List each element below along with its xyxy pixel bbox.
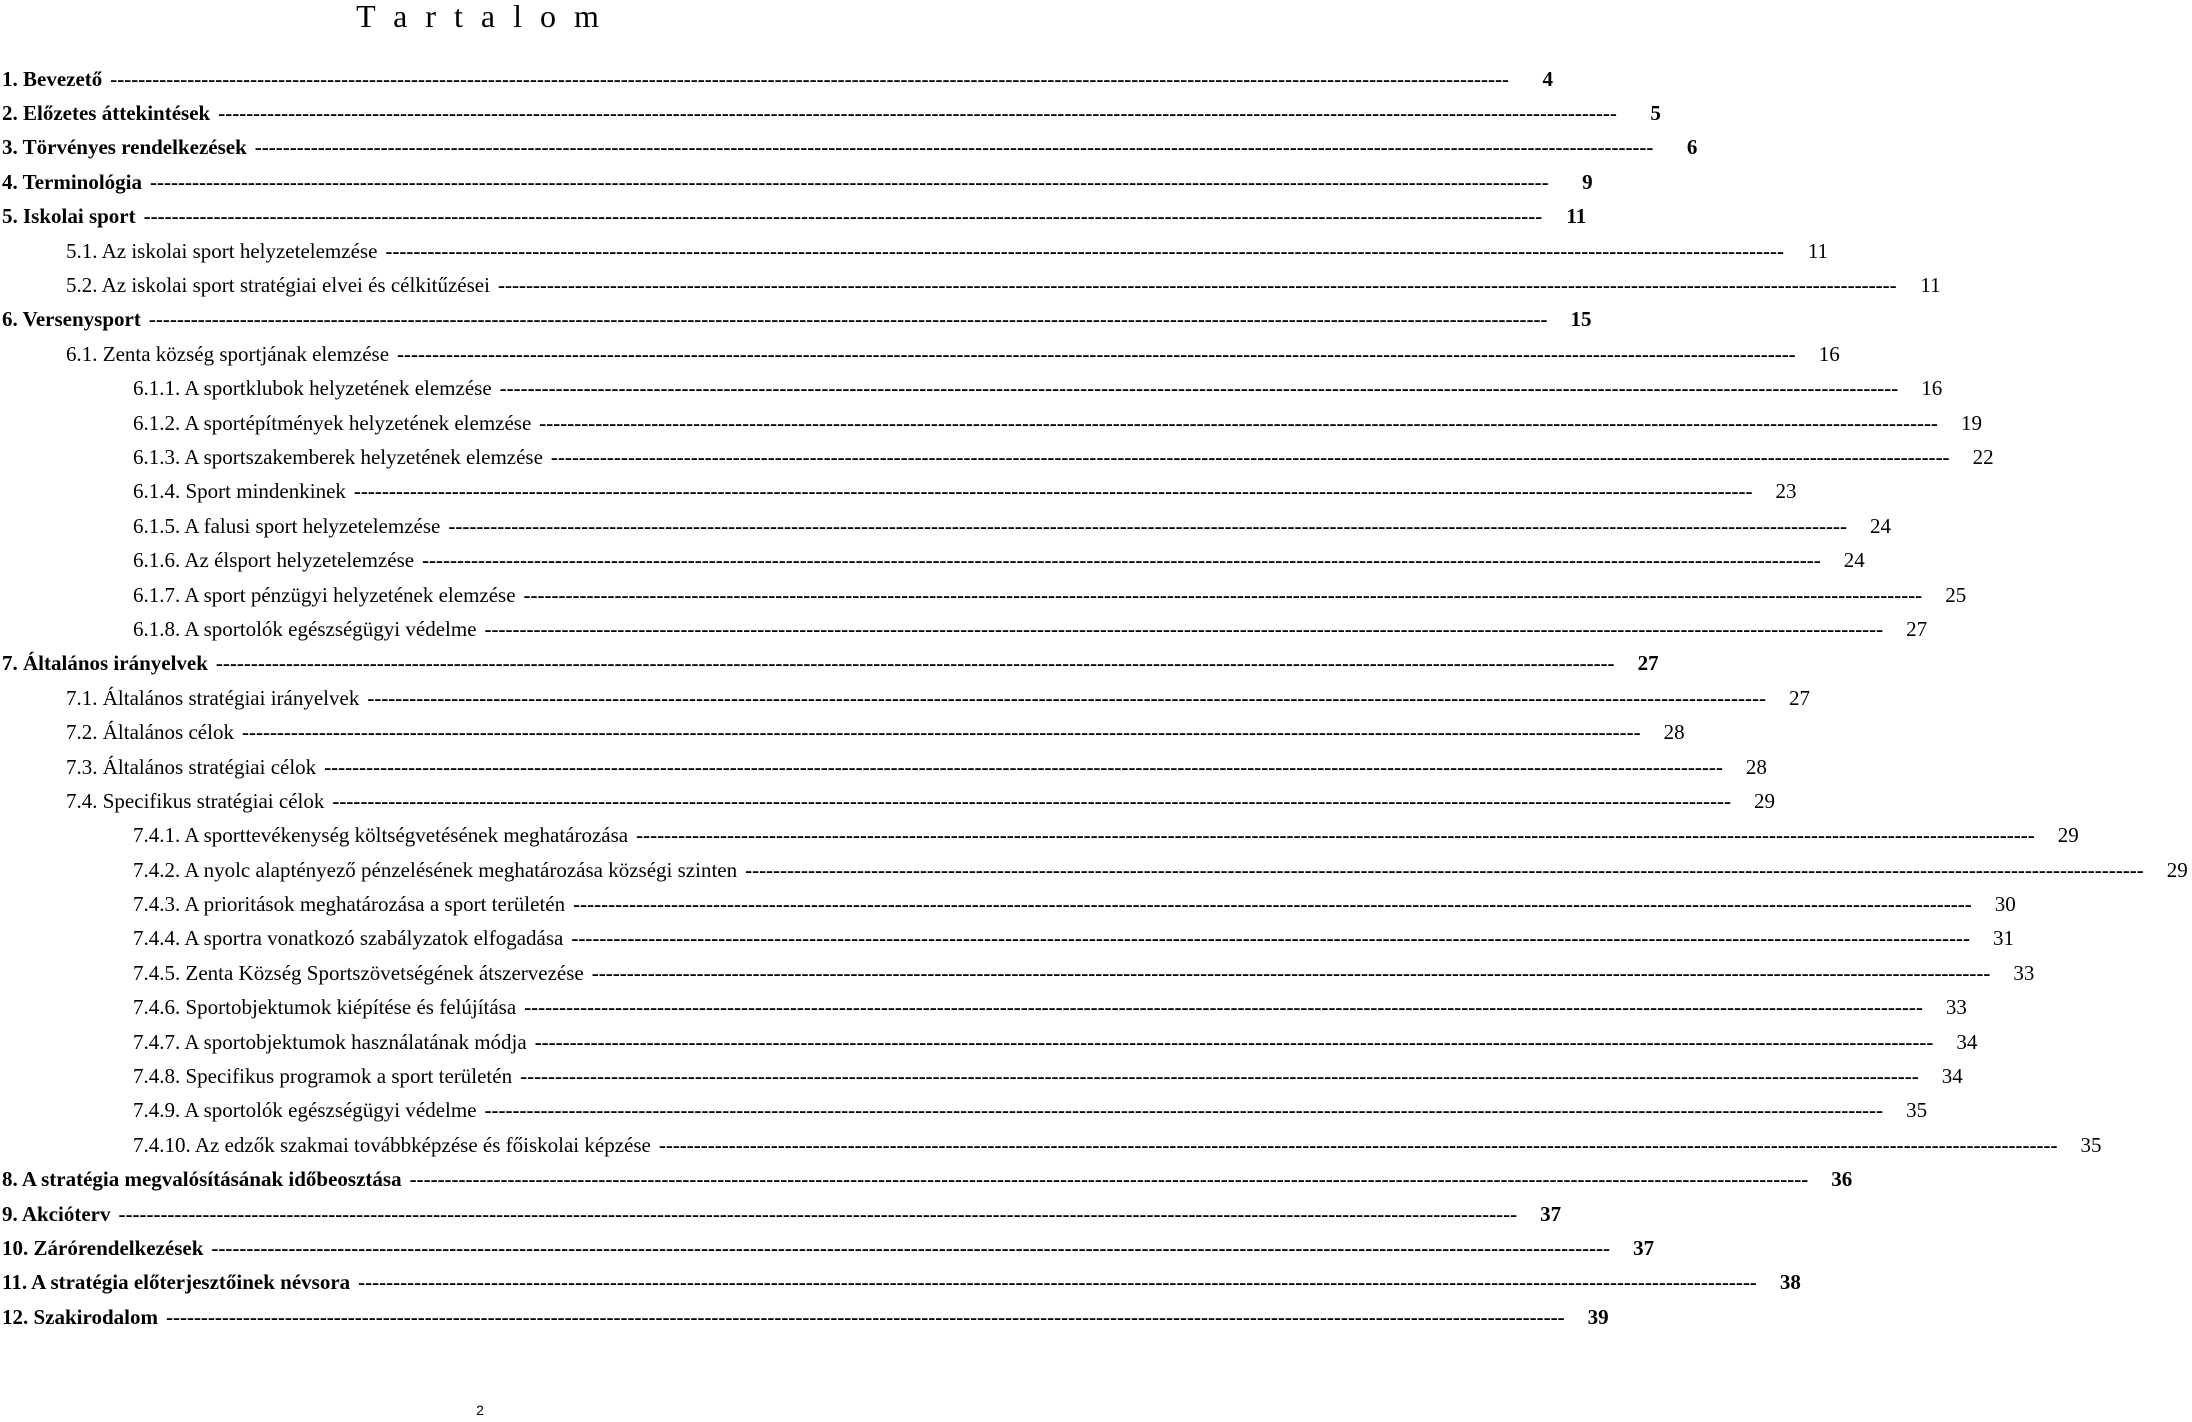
- toc-leader: --------------------------------------------------------------------------------------------------------------------------------------------------------------------------------------------------------: [636, 823, 2035, 848]
- toc-entry-label: 7.2. Általános célok: [66, 720, 234, 745]
- toc-leader: --------------------------------------------------------------------------------------------------------------------------------------------------------------------------------------------------------: [422, 548, 1821, 573]
- toc-entry-label: 7.4.3. A prioritások meghatározása a sport területén: [133, 892, 566, 917]
- toc-leader: --------------------------------------------------------------------------------------------------------------------------------------------------------------------------------------------------------: [658, 1132, 2058, 1157]
- toc-entry[interactable]: [0, 1266, 1801, 1300]
- toc-entry-label: 7.3. Általános stratégiai célok: [66, 754, 317, 779]
- toc-entry-page: 27: [1637, 651, 1659, 676]
- toc-entry-page: 24: [1843, 548, 1865, 573]
- toc-entry-label: 6.1.6. Az élsport helyzetelemzése: [133, 548, 415, 573]
- toc-entry-page: 33: [2013, 960, 2035, 985]
- toc-entry[interactable]: [0, 991, 1967, 1025]
- toc-entry-page: 4: [1542, 66, 1553, 91]
- toc-entry-page: 11: [1566, 204, 1587, 229]
- toc-leader: --------------------------------------------------------------------------------------------------------------------------------------------------------------------------------------------------------: [591, 960, 1991, 985]
- toc-entry[interactable]: [0, 1059, 1963, 1093]
- toc-leader: --------------------------------------------------------------------------------------------------------------------------------------------------------------------------------------------------------: [367, 685, 1766, 710]
- toc-entry-label: 6.1.4. Sport mindenkinek: [133, 479, 346, 504]
- toc-entry[interactable]: [0, 96, 1661, 130]
- toc-leader: --------------------------------------------------------------------------------------------------------------------------------------------------------------------------------------------------------: [385, 238, 1785, 263]
- toc-entry[interactable]: [0, 268, 1941, 302]
- toc-entry-page: 16: [1818, 341, 1840, 366]
- toc-leader: --------------------------------------------------------------------------------------------------------------------------------------------------------------------------------------------------------: [448, 513, 1847, 538]
- toc-leader: --------------------------------------------------------------------------------------------------------------------------------------------------------------------------------------------------------: [332, 788, 1731, 813]
- toc-entry-label: 9. Akcióterv: [2, 1201, 111, 1226]
- toc-entry-label: 6.1.3. A sportszakemberek helyzetének elemzése: [133, 444, 543, 469]
- toc-entry-page: 28: [1663, 720, 1685, 745]
- toc-leader: --------------------------------------------------------------------------------------------------------------------------------------------------------------------------------------------------------: [150, 169, 1549, 194]
- toc-entry-label: 7.4.7. A sportobjektumok használatának módja: [133, 1029, 527, 1054]
- toc-entry-page: 22: [1972, 444, 1994, 469]
- toc-entry-page: 16: [1921, 376, 1943, 401]
- toc-leader: --------------------------------------------------------------------------------------------------------------------------------------------------------------------------------------------------------: [353, 479, 1753, 504]
- toc-entry-page: 33: [1945, 995, 1967, 1020]
- toc-entry-label: 3. Törvényes rendelkezések: [2, 135, 247, 160]
- toc-entry-page: 5: [1650, 101, 1661, 126]
- toc-entry[interactable]: [0, 1231, 1655, 1265]
- toc-entry[interactable]: [0, 1197, 1562, 1231]
- toc-entry[interactable]: [0, 922, 2015, 956]
- toc-entry-label: 7.4.8. Specifikus programok a sport területén: [133, 1064, 513, 1089]
- toc-entry-label: 7.4.5. Zenta Község Sportszövetségének átszervezése: [133, 960, 584, 985]
- toc-leader: --------------------------------------------------------------------------------------------------------------------------------------------------------------------------------------------------------: [118, 1201, 1518, 1226]
- toc-entry[interactable]: [0, 853, 2188, 887]
- toc-entry-page: 36: [1831, 1167, 1853, 1192]
- toc-entry-label: 7. Általános irányelvek: [2, 651, 208, 676]
- toc-leader: --------------------------------------------------------------------------------------------------------------------------------------------------------------------------------------------------------: [409, 1167, 1809, 1192]
- toc-entry-label: 8. A stratégia megvalósításának időbeosztása: [2, 1167, 402, 1192]
- toc-leader: --------------------------------------------------------------------------------------------------------------------------------------------------------------------------------------------------------: [148, 307, 1548, 332]
- toc-entry[interactable]: [0, 681, 1810, 715]
- toc-entry-page: 35: [2080, 1132, 2102, 1157]
- toc-entry-page: 23: [1775, 479, 1797, 504]
- toc-entry[interactable]: [0, 337, 1840, 371]
- toc-entry-label: 7.1. Általános stratégiai irányelvek: [66, 685, 360, 710]
- toc-entry-label: 12. Szakirodalom: [2, 1304, 158, 1329]
- toc-entry-page: 6: [1686, 135, 1698, 160]
- toc-entry-page: 29: [1754, 788, 1775, 813]
- toc-entry[interactable]: [0, 578, 1967, 612]
- toc-entry-label: 6.1.2. A sportépítmények helyzetének elemzése: [133, 410, 532, 435]
- toc-entry[interactable]: [0, 372, 1943, 406]
- toc-entry-label: 2. Előzetes áttekintések: [2, 101, 211, 126]
- toc-entry[interactable]: [0, 956, 2035, 990]
- toc-entry-page: 31: [1993, 926, 2015, 951]
- toc-leader: --------------------------------------------------------------------------------------------------------------------------------------------------------------------------------------------------------: [534, 1029, 1934, 1054]
- toc-leader: --------------------------------------------------------------------------------------------------------------------------------------------------------------------------------------------------------: [550, 444, 1950, 469]
- toc-entry-page: 25: [1945, 582, 1967, 607]
- toc-entry[interactable]: [0, 612, 1928, 646]
- page-number: 2: [476, 1402, 484, 1418]
- toc-entry[interactable]: [0, 234, 1829, 268]
- toc-leader: --------------------------------------------------------------------------------------------------------------------------------------------------------------------------------------------------------: [539, 410, 1938, 435]
- toc-entry[interactable]: [0, 1300, 1609, 1334]
- toc-entry-label: 5. Iskolai sport: [2, 204, 136, 229]
- toc-entry[interactable]: [0, 62, 1553, 96]
- toc-entry[interactable]: [0, 200, 1587, 234]
- toc-entry-label: 10. Zárórendelkezések: [2, 1235, 204, 1260]
- toc-entry-label: 7.4.1. A sporttevékenység költségvetésének meghatározása: [133, 823, 629, 848]
- toc-entry-page: 11: [1807, 238, 1829, 263]
- toc-entry-page: 24: [1869, 513, 1891, 538]
- toc-leader: --------------------------------------------------------------------------------------------------------------------------------------------------------------------------------------------------------: [110, 66, 1509, 91]
- toc-entry-page: 15: [1570, 307, 1592, 332]
- toc-leader: --------------------------------------------------------------------------------------------------------------------------------------------------------------------------------------------------------: [324, 754, 1723, 779]
- toc-entry-page: 34: [1956, 1029, 1978, 1054]
- toc-entry-label: 5.1. Az iskolai sport helyzetelemzése: [66, 238, 378, 263]
- toc-entry[interactable]: [0, 1128, 2102, 1162]
- toc-entry-label: 7.4. Specifikus stratégiai célok: [66, 788, 325, 813]
- toc-leader: --------------------------------------------------------------------------------------------------------------------------------------------------------------------------------------------------------: [218, 101, 1617, 126]
- toc-leader: --------------------------------------------------------------------------------------------------------------------------------------------------------------------------------------------------------: [524, 995, 1923, 1020]
- toc-entry-page: 27: [1906, 616, 1928, 641]
- toc-leader: --------------------------------------------------------------------------------------------------------------------------------------------------------------------------------------------------------: [215, 651, 1615, 676]
- toc-entry[interactable]: [0, 1025, 1978, 1059]
- toc-leader: --------------------------------------------------------------------------------------------------------------------------------------------------------------------------------------------------------: [520, 1064, 1919, 1089]
- toc-entry[interactable]: [0, 1094, 1928, 1128]
- page-title: T a r t a l o m: [356, 0, 604, 34]
- toc-entry-page: 34: [1941, 1064, 1963, 1089]
- toc-entry-label: 7.4.9. A sportolók egészségügyi védelme: [133, 1098, 477, 1123]
- toc-entry-page: 9: [1582, 169, 1593, 194]
- toc-leader: --------------------------------------------------------------------------------------------------------------------------------------------------------------------------------------------------------: [573, 892, 1972, 917]
- toc-leader: --------------------------------------------------------------------------------------------------------------------------------------------------------------------------------------------------------: [484, 616, 1884, 641]
- table-of-contents: [0, 62, 2188, 1334]
- toc-entry-page: 29: [2166, 857, 2188, 882]
- toc-entry-label: 6. Versenysport: [2, 307, 141, 332]
- toc-entry-label: 6.1.5. A falusi sport helyzetelemzése: [133, 513, 441, 538]
- toc-entry[interactable]: [0, 543, 1865, 577]
- toc-entry-label: 6.1.7. A sport pénzügyi helyzetének elemzése: [133, 582, 516, 607]
- toc-entry-page: 38: [1779, 1270, 1801, 1295]
- toc-entry-label: 4. Terminológia: [2, 169, 143, 194]
- toc-leader: --------------------------------------------------------------------------------------------------------------------------------------------------------------------------------------------------------: [523, 582, 1923, 607]
- toc-entry-label: 6.1.8. A sportolók egészségügyi védelme: [133, 616, 477, 641]
- toc-leader: --------------------------------------------------------------------------------------------------------------------------------------------------------------------------------------------------------: [211, 1235, 1611, 1260]
- toc-entry-page: 37: [1540, 1201, 1562, 1226]
- toc-leader: --------------------------------------------------------------------------------------------------------------------------------------------------------------------------------------------------------: [499, 376, 1899, 401]
- toc-entry-page: 39: [1587, 1304, 1609, 1329]
- toc-entry[interactable]: [0, 406, 1982, 440]
- toc-entry-label: 7.4.10. Az edzők szakmai továbbképzése és főiskolai képzése: [133, 1132, 651, 1157]
- toc-entry-page: 11: [1920, 273, 1941, 298]
- toc-entry[interactable]: [0, 715, 1685, 749]
- toc-entry[interactable]: [0, 303, 1592, 337]
- toc-entry[interactable]: [0, 887, 2016, 921]
- toc-entry-label: 7.4.6. Sportobjektumok kiépítése és felújítása: [133, 995, 517, 1020]
- toc-entry-page: 37: [1633, 1235, 1655, 1260]
- toc-leader: --------------------------------------------------------------------------------------------------------------------------------------------------------------------------------------------------------: [241, 720, 1641, 745]
- toc-entry-page: 35: [1906, 1098, 1928, 1123]
- toc-entry[interactable]: [0, 819, 2079, 853]
- toc-leader: --------------------------------------------------------------------------------------------------------------------------------------------------------------------------------------------------------: [497, 273, 1897, 298]
- toc-entry[interactable]: [0, 750, 1767, 784]
- toc-leader: --------------------------------------------------------------------------------------------------------------------------------------------------------------------------------------------------------: [165, 1304, 1565, 1329]
- toc-entry-label: 5.2. Az iskolai sport stratégiai elvei és célkitűzései: [66, 273, 490, 298]
- toc-leader: --------------------------------------------------------------------------------------------------------------------------------------------------------------------------------------------------------: [254, 135, 1654, 160]
- toc-entry-label: 11. A stratégia előterjesztőinek névsora: [2, 1270, 351, 1295]
- toc-entry-page: 29: [2057, 823, 2079, 848]
- toc-entry[interactable]: [0, 165, 1593, 199]
- toc-entry-page: 28: [1745, 754, 1767, 779]
- toc-leader: --------------------------------------------------------------------------------------------------------------------------------------------------------------------------------------------------------: [143, 204, 1543, 229]
- toc-entry[interactable]: [0, 1163, 1853, 1197]
- toc-entry[interactable]: [0, 440, 1994, 474]
- toc-entry-page: 27: [1788, 685, 1810, 710]
- toc-entry-label: 1. Bevezető: [2, 66, 103, 91]
- toc-entry[interactable]: [0, 784, 1775, 818]
- toc-entry-label: 7.4.4. A sportra vonatkozó szabályzatok elfogadása: [133, 926, 564, 951]
- toc-entry[interactable]: [0, 475, 1797, 509]
- toc-entry-label: 6.1. Zenta község sportjának elemzése: [66, 341, 390, 366]
- toc-entry-label: 7.4.2. A nyolc alaptényező pénzelésének meghatározása községi szinten: [133, 857, 738, 882]
- toc-entry-page: 19: [1960, 410, 1982, 435]
- toc-leader: --------------------------------------------------------------------------------------------------------------------------------------------------------------------------------------------------------: [745, 857, 2144, 882]
- toc-leader: --------------------------------------------------------------------------------------------------------------------------------------------------------------------------------------------------------: [358, 1270, 1757, 1295]
- toc-entry-label: 6.1.1. A sportklubok helyzetének elemzése: [133, 376, 492, 401]
- toc-leader: --------------------------------------------------------------------------------------------------------------------------------------------------------------------------------------------------------: [397, 341, 1796, 366]
- toc-leader: --------------------------------------------------------------------------------------------------------------------------------------------------------------------------------------------------------: [571, 926, 1971, 951]
- toc-entry[interactable]: [0, 131, 1698, 165]
- toc-entry[interactable]: [0, 647, 1659, 681]
- toc-entry-page: 30: [1994, 892, 2016, 917]
- toc-leader: --------------------------------------------------------------------------------------------------------------------------------------------------------------------------------------------------------: [484, 1098, 1884, 1123]
- toc-entry[interactable]: [0, 509, 1891, 543]
